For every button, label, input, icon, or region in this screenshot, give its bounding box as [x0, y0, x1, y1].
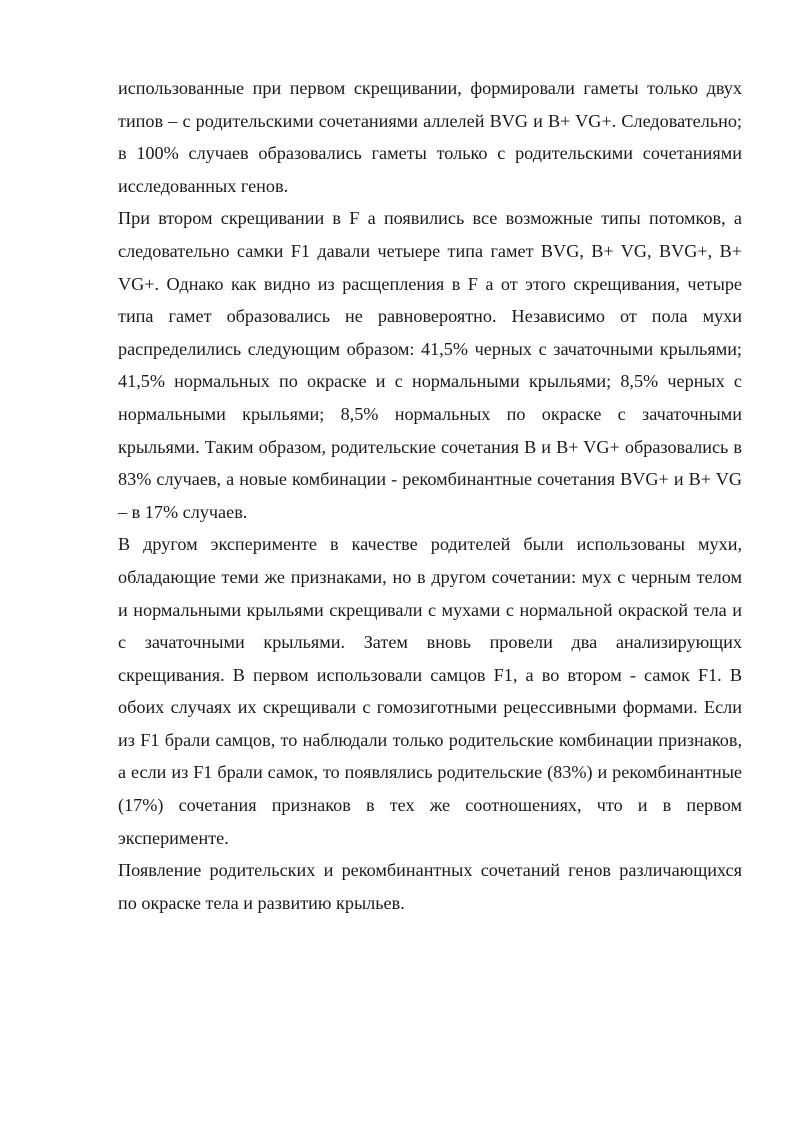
paragraph-recombinant-appearance: Появление родительских и рекомбинантных сочетаний генов различающихся по окраске тела и развитию крыльев. [118, 860, 742, 913]
document-page [118, 72, 742, 919]
paragraph-gametes-parental: использованные при первом скрещивании, формировали гаметы только двух типов – с родительскими сочетаниями аллелей BVG и B+ VG+. Следовательно; в 100% случаев образовались гаметы только с родительскими сочетаниями исследованных генов. [118, 78, 742, 196]
paragraph-other-experiment: В другом эксперименте в качестве родителей были использованы мухи, обладающие теми же признаками, но в другом сочетании: мух с черным телом и нормальными крыльями скрещивали с мухами с нормальной окраской тела и с зачаточными крыльями. Затем вновь провели два анализирующих скрещивания. В первом использовали самцов F1, а во втором - самок F1. В обоих случаях их скрещивали с гомозиготными рецессивными формами. Если из F1 брали самцов, то наблюдали только родительские комбинации признаков, а если из F1 брали самок, то появлялись родительские (83%) и рекомбинантные (17%) сочетания признаков в тех же соотношениях, что и в первом эксперименте. [118, 534, 742, 848]
paragraph-second-cross: При втором скрещивании в F a появились все возможные типы потомков, а следовательно самки F1 давали четыере типа гамет BVG, B+ VG, BVG+, B+ VG+. Однако как видно из расщепления в F a от этого скрещивания, четыре типа гамет образовались не равновероятно. Независимо от пола мухи распределились следующим образом: 41,5% черных с зачаточными крыльями; 41,5% нормальных по окраске и с нормальными крыльями; 8,5% черных с нормальными крыльями; 8,5% нормальных по окраске с зачаточными крыльями. Таким образом, родительские сочетания B и B+ VG+ образовались в 83% случаев, а новые комбинации - рекомбинантные сочетания BVG+ и B+ VG – в 17% случаев. [118, 208, 742, 522]
